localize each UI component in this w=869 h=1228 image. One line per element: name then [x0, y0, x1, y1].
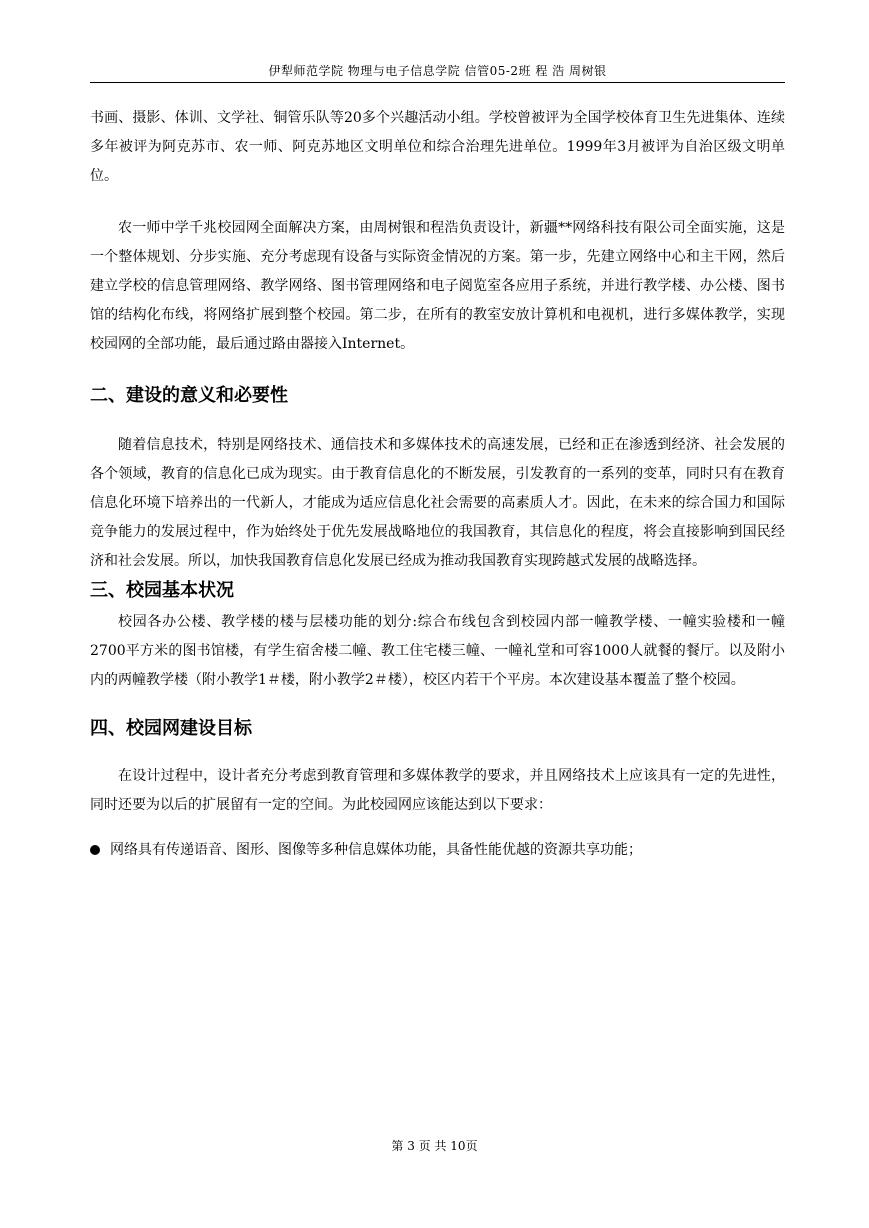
- bullet-dot-icon: [90, 845, 100, 855]
- section-heading-network-goals: 四、校园网建设目标: [90, 718, 252, 739]
- page-footer: 第 3 页 共 10页: [391, 1139, 478, 1153]
- paragraph-campus-status: 校园各办公楼、教学楼的楼与层楼功能的划分:综合布线包含到校园内部一幢教学楼、一幢实验楼和一幢2700平方米的图书馆楼，有学生宿舍楼二幢、教工住宅楼三幢、一幢礼堂和可容1000人就餐的餐厅。以及附小内的两幢教学楼（附小教学1＃楼，附小教学2＃楼），校区内若干个平房。本次建设基本覆盖了整个校园。: [90, 614, 785, 688]
- section-heading-campus-status: 三、校园基本状况: [90, 580, 234, 601]
- document-body: [90, 104, 785, 865]
- section-heading-significance: 二、建设的意义和必要性: [90, 385, 288, 406]
- paragraph-network-goals: 在设计过程中，设计者充分考虑到教育管理和多媒体教学的要求，并且网络技术上应该具有一定的先进性，同时还要为以后的扩展留有一定的空间。为此校园网应该能达到以下要求：: [90, 768, 785, 813]
- bullet-item-text: 网络具有传递语音、图形、图像等多种信息媒体功能，具备性能优越的资源共享功能；: [110, 842, 642, 858]
- paragraph-school-activities: 书画、摄影、体训、文学社、铜管乐队等20多个兴趣活动小组。学校曾被评为全国学校体育卫生先进集体、连续多年被评为阿克苏市、农一师、阿克苏地区文明单位和综合治理先进单位。1999年3月被评为自治区级文明单位。: [90, 110, 785, 184]
- paragraph-significance: 随着信息技术，特别是网络技术、通信技术和多媒体技术的高速发展，已经和正在渗透到经济、社会发展的各个领域，教育的信息化已成为现实。由于教育信息化的不断发展，引发教育的一系列的变革，同时只有在教育信息化环境下培养出的一代新人，才能成为适应信息化社会需要的高素质人才。因此，在未来的综合国力和国际竞争能力的发展过程中，作为始终处于优先发展战略地位的我国教育，其信息化的程度，将会直接影响到国民经济和社会发展。所以，加快我国教育信息化发展已经成为推动我国教育实现跨越式发展的战略选择。: [90, 437, 785, 569]
- page-header: 伊犁师范学院 物理与电子信息学院 信管05-2班 程 浩 周树银: [90, 60, 785, 83]
- bullet-item: [90, 836, 785, 865]
- paragraph-solution-overview: 农一师中学千兆校园网全面解决方案，由周树银和程浩负责设计，新疆**网络科技有限公司全面实施，这是一个整体规划、分步实施、充分考虑现有设备与实际资金情况的方案。第一步，先建立网络中心和主干网，然后建立学校的信息管理网络、教学网络、图书管理网络和电子阅览室各应用子系统，并进行教学楼、办公楼、图书馆的结构化布线，将网络扩展到整个校园。第二步，在所有的教室安放计算机和电视机，进行多媒体教学，实现校园网的全部功能，最后通过路由器接入Internet。: [90, 220, 785, 352]
